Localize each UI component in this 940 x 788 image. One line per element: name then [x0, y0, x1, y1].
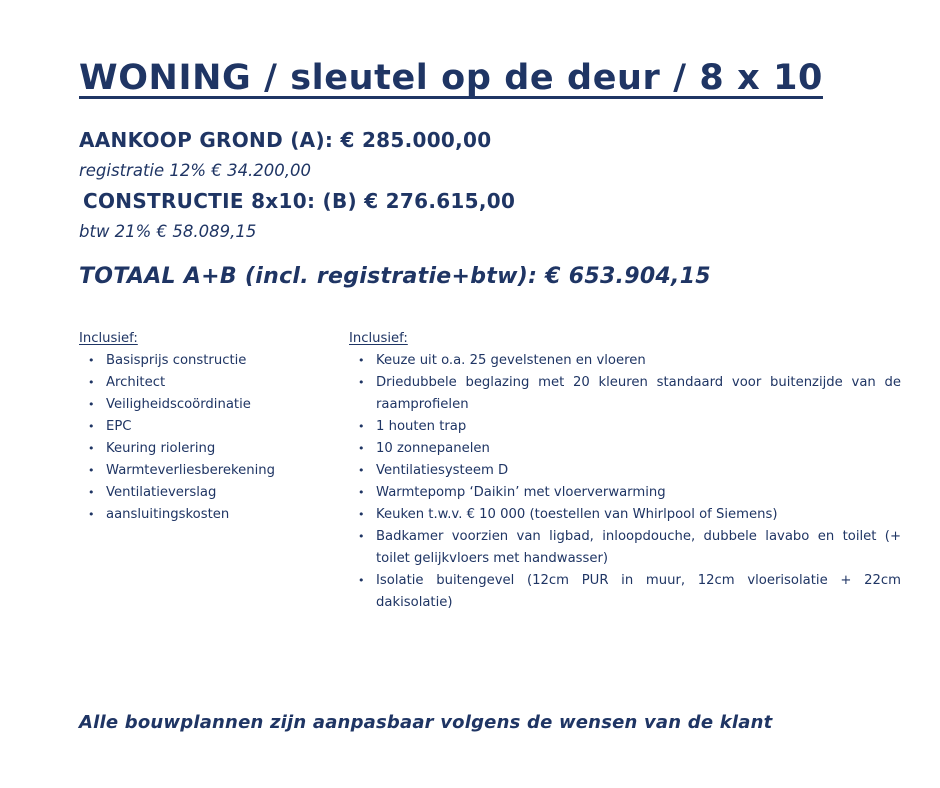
list-item: • 1 houten trap [349, 416, 901, 438]
list-item: • Ventilatieverslag [79, 482, 329, 504]
list-item: • Keuken t.w.v. € 10 000 (toestellen van Whirlpool of Siemens) [349, 504, 901, 526]
price-registratie: registratie 12% € 34.200,00 [79, 161, 312, 180]
page-title: WONING / sleutel op de deur / 8 x 10 [79, 58, 823, 98]
price-constructie: CONSTRUCTIE 8x10: (B) € 276.615,00 [83, 189, 516, 213]
list-item: • Veiligheidscoördinatie [79, 394, 329, 416]
list-item: • 10 zonnepanelen [349, 438, 901, 460]
list-item: • aansluitingskosten [79, 504, 329, 526]
list-item: • Architect [79, 372, 329, 394]
left-inclusions-list [79, 350, 329, 526]
footer-note: Alle bouwplannen zijn aanpasbaar volgens de wensen van de klant [79, 712, 773, 733]
price-btw: btw 21% € 58.089,15 [79, 222, 257, 241]
list-item: • Keuze uit o.a. 25 gevelstenen en vloeren [349, 350, 901, 372]
list-item: • Keuring riolering [79, 438, 329, 460]
list-item: • Badkamer voorzien van ligbad, inloopdouche, dubbele lavabo en toilet (+ toilet gelijkvloers met handwasser) [349, 526, 901, 570]
list-item: • Warmtepomp ‘Daikin’ met vloerverwarming [349, 482, 901, 504]
right-inclusions [349, 328, 901, 614]
total-price: TOTAAL A+B (incl. registratie+btw): € 653.904,15 [79, 264, 711, 289]
list-item: • Warmteverliesberekening [79, 460, 329, 482]
right-inclusions-list [349, 350, 901, 614]
list-item: • Basisprijs constructie [79, 350, 329, 372]
list-item: • Driedubbele beglazing met 20 kleuren standaard voor buitenzijde van de raamprofielen [349, 372, 901, 416]
left-inclusions-heading: Inclusief: [79, 331, 138, 346]
price-grond: AANKOOP GROND (A): € 285.000,00 [79, 128, 492, 152]
list-item: • Isolatie buitengevel (12cm PUR in muur, 12cm vloerisolatie + 22cm dakisolatie) [349, 570, 901, 614]
left-inclusions [79, 328, 329, 526]
list-item: • Ventilatiesysteem D [349, 460, 901, 482]
list-item: • EPC [79, 416, 329, 438]
right-inclusions-heading: Inclusief: [349, 331, 408, 346]
price-breakdown [79, 125, 879, 247]
